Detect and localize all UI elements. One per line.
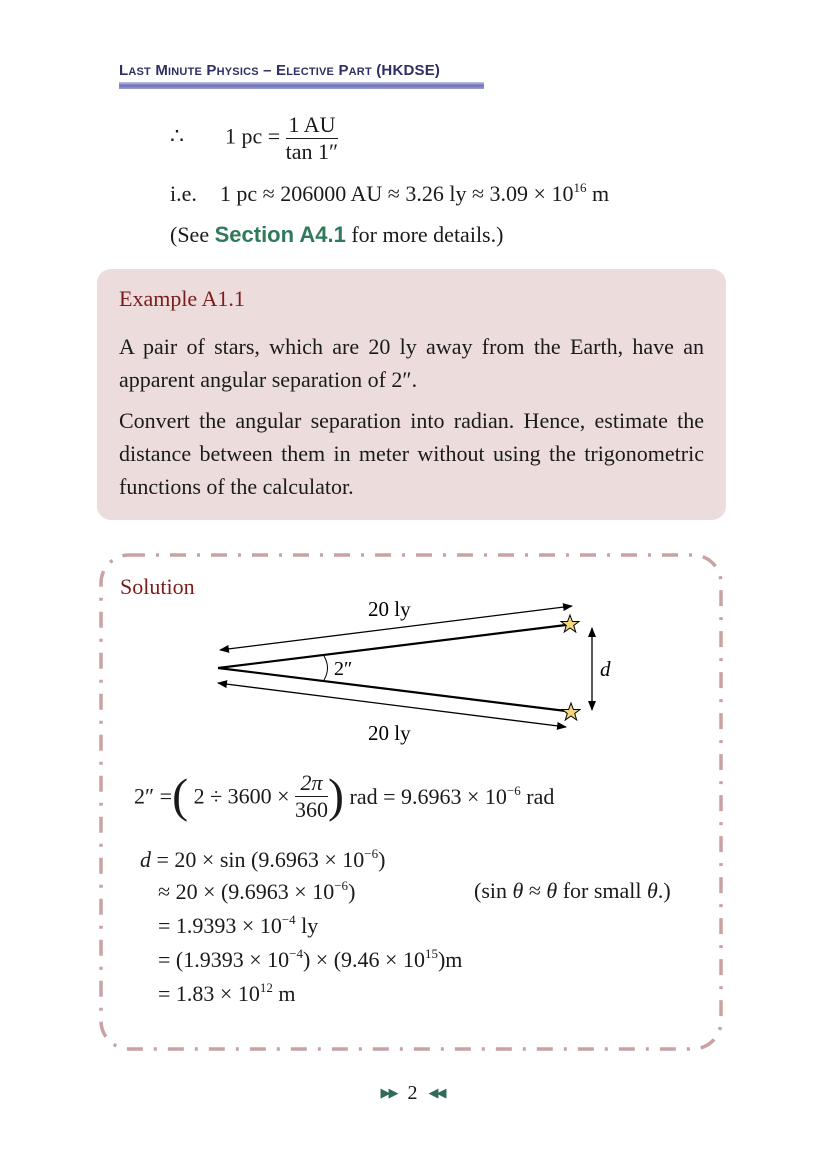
- top-distance-label: 20 ly: [368, 597, 411, 621]
- step-3: = $1.9393 \times 10^{-4}$ ly: [158, 912, 319, 938]
- sight-line-top: [218, 625, 566, 668]
- header-title: Last Minute Physics – Elective Part (HKDSE): [119, 62, 441, 79]
- right-paren: ): [328, 769, 345, 823]
- conversion-lhs: 2″ =: [134, 783, 173, 809]
- therefore-symbol: ∴: [170, 123, 184, 149]
- bottom-distance-label: 20 ly: [368, 721, 411, 745]
- star-icon: [562, 703, 580, 720]
- ie-unit: m: [586, 181, 610, 206]
- step-1: $d = 20 \times \sin (9.6963 \times 10^{-6})$: [140, 846, 386, 872]
- section-link[interactable]: Section A4.1: [214, 222, 346, 247]
- angle-label: 2″: [334, 658, 353, 680]
- step-2: ≈ $20 \times (9.6963 \times 10^{-6})$: [158, 878, 356, 904]
- example-body: [119, 330, 704, 511]
- small-angle-note: (sin θ ≈ θ for small θ.): [474, 878, 671, 903]
- parallax-diagram: [200, 590, 640, 750]
- see-suffix: for more details.): [345, 222, 504, 247]
- conversion-inner: 2 ÷ 3600 ×: [193, 783, 290, 809]
- pc-conversion: [170, 180, 609, 207]
- left-paren: (: [172, 769, 189, 823]
- step-5: = $1.83 \times 10^{12}$ m: [158, 980, 296, 1006]
- running-header: [119, 62, 440, 80]
- example-paragraph: A pair of stars, which are 20 ly away from the Earth, have an apparent angular separation of 2″.: [119, 334, 704, 392]
- double-left-arrow-icon: ◀◀: [428, 1085, 445, 1100]
- ie-text: 1 pc ≈ 206000 AU ≈ 3.26 ly ≈ 3.09 × 10: [219, 181, 574, 206]
- conversion-numerator: 2π: [295, 770, 328, 797]
- see-section-note: [170, 222, 503, 248]
- conversion-denominator: 360: [295, 797, 329, 822]
- page-footer: [0, 1082, 825, 1105]
- example-title: Example A1.1: [119, 286, 245, 311]
- example-box: [97, 269, 726, 520]
- solution-title: Solution: [120, 574, 195, 599]
- pc-definition: [170, 112, 338, 165]
- angle-arc: [324, 656, 328, 680]
- see-prefix: (See: [170, 222, 215, 247]
- ie-label: i.e.: [170, 181, 197, 206]
- page-number: 2: [407, 1082, 418, 1104]
- pc-numerator: 1 AU: [286, 112, 339, 139]
- ie-exponent: 16: [573, 180, 587, 195]
- pc-fraction: [286, 112, 339, 165]
- pc-lhs: 1 pc =: [225, 123, 281, 149]
- conversion-rhs: rad = $9.6963 \times 10^{-6}$ rad: [349, 783, 555, 809]
- step-4: = $(1.9393 \times 10^{-4}) \times (9.46 \times 10^{15})m$: [158, 946, 463, 972]
- angle-conversion: [134, 770, 554, 823]
- header-underline: [119, 82, 484, 89]
- conversion-fraction: [295, 770, 328, 823]
- separation-label: d: [600, 657, 611, 681]
- double-right-arrow-icon: ▶▶: [380, 1085, 397, 1100]
- star-icon: [561, 615, 579, 632]
- example-paragraph: Convert the angular separation into radian. Hence, estimate the distance between them in meter without using the trigonometric functions of the calculator.: [119, 408, 704, 499]
- pc-denominator: tan 1″: [285, 139, 339, 164]
